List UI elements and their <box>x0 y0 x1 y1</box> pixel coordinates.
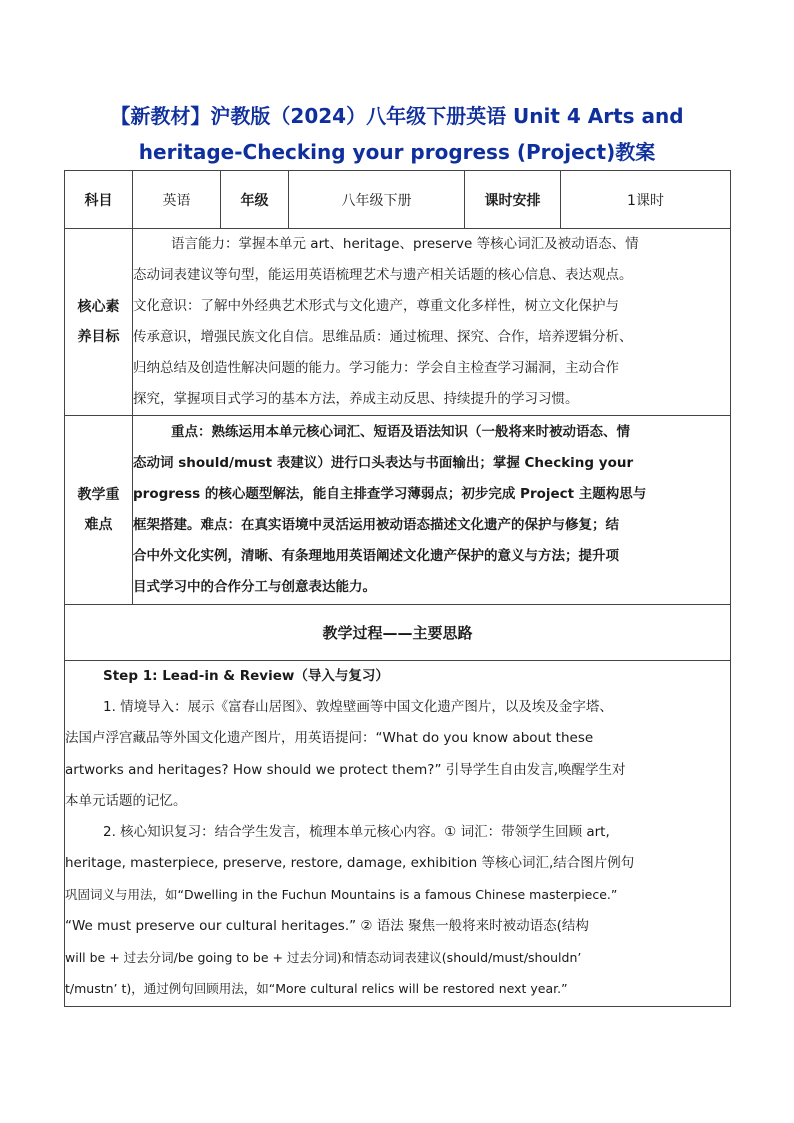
title-line-2: heritage-Checking your progress (Project)教案 <box>138 140 656 164</box>
grade-value: 八年级下册 <box>289 171 465 229</box>
period-value: 1课时 <box>561 171 731 229</box>
lesson-plan-table <box>64 170 731 1007</box>
document-title <box>70 98 724 170</box>
literacy-label: 核心素 养目标 <box>65 229 133 416</box>
subject-label: 科目 <box>65 171 133 229</box>
period-label: 课时安排 <box>465 171 561 229</box>
key-points-row <box>65 416 731 605</box>
grade-label: 年级 <box>221 171 289 229</box>
literacy-content: 语言能力：掌握本单元 art、heritage、preserve 等核心词汇及被动语态、情 态动词表建议等句型，能运用英语梳理艺术与遗产相关话题的核心信息、表达观点。 文化意识：了解中外经典艺术形式与文化遗产，尊重文化多样性，树立文化保护与 传承意识，增强民族文化自信。思维品质：通过梳理、探究、合作，培养逻辑分析、 归纳总结及创造性解决问题的能力。学习能力：学会自主检查学习漏洞，主动合作 探究，掌握项目式学习的基本方法，养成主动反思、持续提升的学习习惯。 <box>133 229 731 416</box>
key-points-label: 教学重 难点 <box>65 416 133 605</box>
process-row <box>65 661 731 1007</box>
step-1-heading: Step 1: Lead-in & Review（导入与复习） <box>103 668 389 684</box>
header-row <box>65 171 731 229</box>
key-points-content: 重点：熟练运用本单元核心词汇、短语及语法知识（一般将来时被动语态、情 态动词 should/must 表建议）进行口头表达与书面输出；掌握 Checking your progress 的核心题型解法，能自主排查学习薄弱点；初步完成 Project 主题构思与 框架搭建。难点：在真实语境中灵活运用被动语态描述文化遗产的保护与修复；结 合中外文化实例，清晰、有条理地用英语阐述文化遗产保护的意义与方法；提升项 目式学习中的合作分工与创意表达能力。 <box>133 416 731 605</box>
process-content: Step 1: Lead-in & Review（导入与复习） 1. 情境导入：展示《富春山居图》、敦煌壁画等中国文化遗产图片，以及埃及金字塔、 法国卢浮宫藏品等外国文化遗产图片，用英语提问：“What do you know about these artworks and heritages? How should we protect them?” 引导学生自由发言,唤醒学生对 本单元话题的记忆。 2. 核心知识复习：结合学生发言，梳理本单元核心内容。① 词汇：带领学生回顾 art, heritage, masterpiece, preserve, restore, damage, exhibition 等核心词汇,结合图片例句 巩固词义与用法，如“Dwelling in the Fuchun Mountains is a famous Chinese masterpiece.” “We must preserve our cultural heritages.” ② 语法 聚焦一般将来时被动语态(结构 will be + 过去分词/be going to be + 过去分词)和情态动词表建议(should/must/shouldn’ t/mustn’ t)，通过例句回顾用法，如“More cultural relics will be restored next year.” <box>65 661 731 1007</box>
literacy-row <box>65 229 731 416</box>
process-title: 教学过程——主要思路 <box>65 605 731 661</box>
subject-value: 英语 <box>133 171 221 229</box>
title-line-1: 【新教材】沪教版（2024）八年级下册英语 Unit 4 Arts and <box>110 104 684 128</box>
process-title-row <box>65 605 731 661</box>
